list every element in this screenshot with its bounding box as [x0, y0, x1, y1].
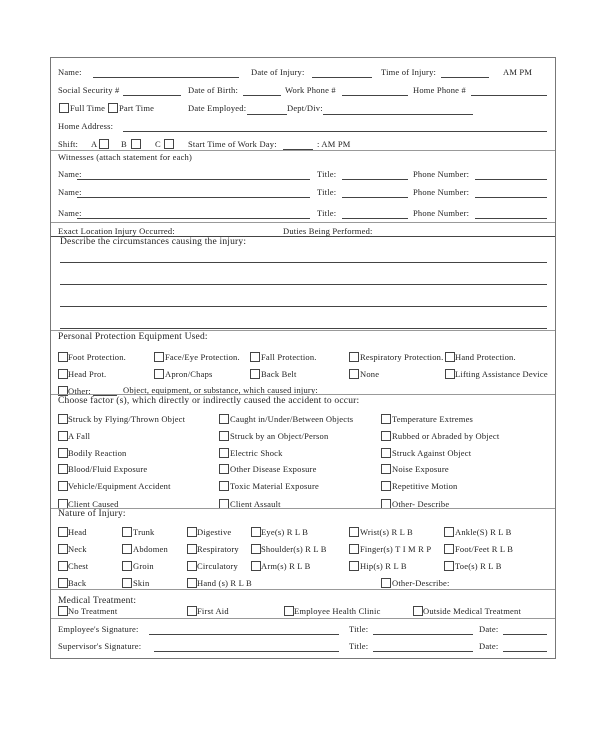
circumstances-heading: Describe the circumstances causing the injury: — [60, 237, 247, 247]
divider — [51, 222, 555, 223]
factor-struck-by-checkbox[interactable] — [219, 431, 229, 441]
witness-3-phone-field[interactable] — [475, 218, 547, 219]
witness-3-name-field[interactable] — [77, 218, 310, 219]
ppe-apron-label: Apron/Chaps — [165, 369, 213, 379]
factor-vehicle-label: Vehicle/Equipment Accident — [68, 481, 171, 491]
circumstances-line-1[interactable] — [60, 262, 547, 263]
social-security-field[interactable] — [123, 95, 181, 96]
medical-health-clinic-label: Employee Health Clinic — [294, 606, 381, 616]
factor-noise-checkbox[interactable] — [381, 464, 391, 474]
factor-flying-object-label: Struck by Flying/Thrown Object — [68, 414, 186, 424]
ppe-face-eye-checkbox[interactable] — [154, 352, 164, 362]
employee-signature-field[interactable] — [149, 634, 339, 635]
factor-struck-by-label: Struck by an Object/Person — [230, 431, 329, 441]
injury-hips-label: Hip(s) R L B — [360, 561, 407, 571]
date-of-injury-field[interactable] — [312, 77, 372, 78]
circumstances-line-4[interactable] — [60, 328, 547, 329]
factor-client-caused-label: Client Caused — [68, 499, 119, 509]
witness-2-title-label: Title: — [317, 187, 337, 197]
injury-neck-label: Neck — [68, 544, 87, 554]
time-of-injury-field[interactable] — [441, 77, 489, 78]
factor-blood-fluid-label: Blood/Fluid Exposure — [68, 464, 148, 474]
work-phone-label: Work Phone # — [285, 85, 336, 95]
injury-am-pm: AM PM — [503, 67, 533, 77]
factor-toxic-label: Toxic Material Exposure — [230, 481, 319, 491]
factor-caught-in-label: Caught in/Under/Between Objects — [230, 414, 354, 424]
full-time-checkbox[interactable] — [59, 103, 69, 113]
injury-abdomen-checkbox[interactable] — [122, 544, 132, 554]
circumstances-line-3[interactable] — [60, 306, 547, 307]
ppe-head-checkbox[interactable] — [58, 369, 68, 379]
ppe-foot-label: Foot Protection. — [68, 352, 126, 362]
home-address-field[interactable] — [123, 131, 547, 132]
witness-1-name-label: Name: — [58, 169, 82, 179]
injury-ankles-label: Ankle(S) R L B — [455, 527, 512, 537]
injury-toes-label: Toe(s) R L B — [455, 561, 502, 571]
injury-fingers-checkbox[interactable] — [349, 544, 359, 554]
injury-report-form — [50, 57, 556, 659]
injury-shoulders-checkbox[interactable] — [251, 544, 261, 554]
factor-bodily-reaction-label: Bodily Reaction — [68, 448, 127, 458]
ppe-fall-label: Fall Protection. — [261, 352, 317, 362]
date-of-birth-field[interactable] — [243, 95, 281, 96]
start-time-am-pm: : AM PM — [317, 139, 351, 149]
shift-label: Shift: — [58, 139, 79, 149]
injury-heading: Nature of Injury: — [58, 509, 126, 519]
ppe-other-label: Other: — [68, 386, 91, 396]
divider — [51, 394, 555, 395]
ppe-respiratory-label: Respiratory Protection. — [360, 352, 444, 362]
name-field[interactable] — [93, 77, 239, 78]
date-employed-label: Date Employed: — [188, 103, 247, 113]
witness-3-title-label: Title: — [317, 208, 337, 218]
witnesses-heading: Witnesses (attach statement for each) — [58, 152, 193, 162]
factors-heading: Choose factor (s), which directly or indirectly caused the accident to occur: — [58, 396, 360, 406]
factor-repetitive-label: Repetitive Motion — [392, 481, 458, 491]
start-time-label: Start Time of Work Day: — [188, 139, 277, 149]
medical-heading: Medical Treatment: — [58, 596, 137, 606]
injury-back-checkbox[interactable] — [58, 578, 68, 588]
injury-feet-checkbox[interactable] — [444, 544, 454, 554]
ppe-heading: Personal Protection Equipment Used: — [58, 332, 208, 342]
witness-1-phone-label: Phone Number: — [413, 169, 470, 179]
ppe-back-belt-label: Back Belt — [261, 369, 297, 379]
injury-hands-label: Hand (s) R L B — [197, 578, 252, 588]
witness-1-title-field[interactable] — [342, 179, 408, 180]
injury-abdomen-label: Abdomen — [133, 544, 168, 554]
dept-div-field[interactable] — [323, 114, 473, 115]
factor-fall-label: A Fall — [68, 431, 91, 441]
injury-hands-checkbox[interactable] — [187, 578, 197, 588]
factor-other-describe-label: Other- Describe — [392, 499, 450, 509]
injury-arms-checkbox[interactable] — [251, 561, 261, 571]
injury-skin-checkbox[interactable] — [122, 578, 132, 588]
supervisor-signature-field[interactable] — [154, 651, 339, 652]
factor-toxic-checkbox[interactable] — [219, 481, 229, 491]
exact-location-label: Exact Location Injury Occurred: — [58, 226, 175, 236]
injury-fingers-label: Finger(s) T I M R P — [360, 544, 432, 554]
ppe-none-checkbox[interactable] — [349, 369, 359, 379]
factor-flying-object-checkbox[interactable] — [58, 414, 68, 424]
employee-date-label: Date: — [479, 624, 499, 634]
factor-temperature-checkbox[interactable] — [381, 414, 391, 424]
medical-outside-checkbox[interactable] — [413, 606, 423, 616]
supervisor-date-field[interactable] — [503, 651, 547, 652]
medical-health-clinic-checkbox[interactable] — [284, 606, 294, 616]
witness-3-title-field[interactable] — [342, 218, 408, 219]
factor-client-assault-label: Client Assault — [230, 499, 281, 509]
injury-neck-checkbox[interactable] — [58, 544, 68, 554]
witness-3-name-label: Name: — [58, 208, 82, 218]
witness-1-title-label: Title: — [317, 169, 337, 179]
injury-respiratory-checkbox[interactable] — [187, 544, 197, 554]
injury-skin-label: Skin — [133, 578, 150, 588]
home-address-label: Home Address: — [58, 121, 114, 131]
factor-noise-label: Noise Exposure — [392, 464, 449, 474]
divider — [51, 150, 555, 151]
medical-no-treatment-checkbox[interactable] — [58, 606, 68, 616]
divider — [51, 618, 555, 619]
part-time-label: Part Time — [119, 103, 155, 113]
medical-no-treatment-label: No Treatment — [68, 606, 118, 616]
injury-arms-label: Arm(s) R L B — [261, 561, 311, 571]
work-phone-field[interactable] — [342, 95, 408, 96]
supervisor-title-label: Title: — [349, 641, 369, 651]
supervisor-title-field[interactable] — [373, 651, 473, 652]
shift-c-label: C — [155, 139, 161, 149]
injury-head-label: Head — [68, 527, 87, 537]
witness-2-title-field[interactable] — [342, 197, 408, 198]
witness-1-phone-field[interactable] — [475, 179, 547, 180]
witness-2-phone-label: Phone Number: — [413, 187, 470, 197]
home-phone-field[interactable] — [471, 95, 547, 96]
ppe-respiratory-checkbox[interactable] — [349, 352, 359, 362]
factor-temperature-label: Temperature Extremes — [392, 414, 474, 424]
date-of-birth-label: Date of Birth: — [188, 85, 239, 95]
divider — [51, 330, 555, 331]
injury-wrists-label: Wrist(s) R L B — [360, 527, 413, 537]
factor-other-disease-label: Other Disease Exposure — [230, 464, 317, 474]
ppe-lifting-label: Lifting Assistance Device — [455, 369, 548, 379]
employee-signature-label: Employee's Signature: — [58, 624, 139, 634]
ppe-lifting-checkbox[interactable] — [445, 369, 455, 379]
supervisor-signature-label: Supervisor's Signature: — [58, 641, 142, 651]
injury-ankles-checkbox[interactable] — [444, 527, 454, 537]
injury-chest-checkbox[interactable] — [58, 561, 68, 571]
injury-circulatory-checkbox[interactable] — [187, 561, 197, 571]
witness-2-name-field[interactable] — [77, 197, 310, 198]
employee-date-field[interactable] — [503, 634, 547, 635]
duties-label: Duties Being Performed: — [283, 226, 373, 236]
factor-other-disease-checkbox[interactable] — [219, 464, 229, 474]
ppe-fall-checkbox[interactable] — [250, 352, 260, 362]
shift-a-label: A — [91, 139, 98, 149]
injury-feet-label: Foot/Feet R L B — [455, 544, 514, 554]
ppe-hand-label: Hand Protection. — [455, 352, 516, 362]
factor-rubbed-checkbox[interactable] — [381, 431, 391, 441]
injury-toes-checkbox[interactable] — [444, 561, 454, 571]
factor-rubbed-label: Rubbed or Abraded by Object — [392, 431, 500, 441]
ppe-object-label: Object, equipment, or substance, which caused injury: — [123, 385, 318, 395]
medical-first-aid-label: First Aid — [197, 606, 229, 616]
injury-groin-checkbox[interactable] — [122, 561, 132, 571]
employee-title-label: Title: — [349, 624, 369, 634]
witness-3-phone-label: Phone Number: — [413, 208, 470, 218]
injury-digestive-label: Digestive — [197, 527, 232, 537]
factor-struck-against-checkbox[interactable] — [381, 448, 391, 458]
time-of-injury-label: Time of Injury: — [381, 67, 437, 77]
injury-trunk-checkbox[interactable] — [122, 527, 132, 537]
witness-1-name-field[interactable] — [77, 179, 310, 180]
factor-struck-against-label: Struck Against Object — [392, 448, 472, 458]
factor-repetitive-checkbox[interactable] — [381, 481, 391, 491]
injury-hips-checkbox[interactable] — [349, 561, 359, 571]
factor-vehicle-checkbox[interactable] — [58, 481, 68, 491]
circumstances-line-2[interactable] — [60, 284, 547, 285]
social-security-label: Social Security # — [58, 85, 120, 95]
ppe-back-belt-checkbox[interactable] — [250, 369, 260, 379]
injury-respiratory-label: Respiratory — [197, 544, 239, 554]
shift-b-checkbox[interactable] — [131, 139, 141, 149]
injury-eyes-checkbox[interactable] — [251, 527, 261, 537]
injury-circulatory-label: Circulatory — [197, 561, 238, 571]
divider — [51, 589, 555, 590]
injury-trunk-label: Trunk — [133, 527, 155, 537]
date-employed-field[interactable] — [247, 114, 287, 115]
factor-bodily-reaction-checkbox[interactable] — [58, 448, 68, 458]
home-phone-label: Home Phone # — [413, 85, 466, 95]
witness-2-phone-field[interactable] — [475, 197, 547, 198]
injury-eyes-label: Eye(s) R L B — [261, 527, 309, 537]
injury-groin-label: Groin — [133, 561, 154, 571]
injury-wrists-checkbox[interactable] — [349, 527, 359, 537]
factor-fall-checkbox[interactable] — [58, 431, 68, 441]
ppe-face-eye-label: Face/Eye Protection. — [165, 352, 240, 362]
supervisor-date-label: Date: — [479, 641, 499, 651]
injury-head-checkbox[interactable] — [58, 527, 68, 537]
factor-blood-fluid-checkbox[interactable] — [58, 464, 68, 474]
medical-outside-label: Outside Medical Treatment — [423, 606, 522, 616]
injury-shoulders-label: Shoulder(s) R L B — [261, 544, 327, 554]
full-time-label: Full Time — [70, 103, 106, 113]
ppe-apron-checkbox[interactable] — [154, 369, 164, 379]
ppe-none-label: None — [360, 369, 380, 379]
factor-electric-shock-checkbox[interactable] — [219, 448, 229, 458]
injury-digestive-checkbox[interactable] — [187, 527, 197, 537]
divider — [51, 508, 555, 509]
medical-first-aid-checkbox[interactable] — [187, 606, 197, 616]
employee-title-field[interactable] — [373, 634, 473, 635]
factor-electric-shock-label: Electric Shock — [230, 448, 283, 458]
name-label: Name: — [58, 67, 82, 77]
shift-a-checkbox[interactable] — [99, 139, 109, 149]
factor-caught-in-checkbox[interactable] — [219, 414, 229, 424]
ppe-head-label: Head Prot. — [68, 369, 107, 379]
date-of-injury-label: Date of Injury: — [251, 67, 305, 77]
dept-div-label: Dept/Div: — [287, 103, 323, 113]
injury-back-label: Back — [68, 578, 87, 588]
part-time-checkbox[interactable] — [108, 103, 118, 113]
injury-other-label: Other-Describe: — [392, 578, 450, 588]
witness-2-name-label: Name: — [58, 187, 82, 197]
ppe-hand-checkbox[interactable] — [445, 352, 455, 362]
injury-chest-label: Chest — [68, 561, 89, 571]
ppe-foot-checkbox[interactable] — [58, 352, 68, 362]
shift-c-checkbox[interactable] — [164, 139, 174, 149]
injury-other-checkbox[interactable] — [381, 578, 391, 588]
shift-b-label: B — [121, 139, 127, 149]
